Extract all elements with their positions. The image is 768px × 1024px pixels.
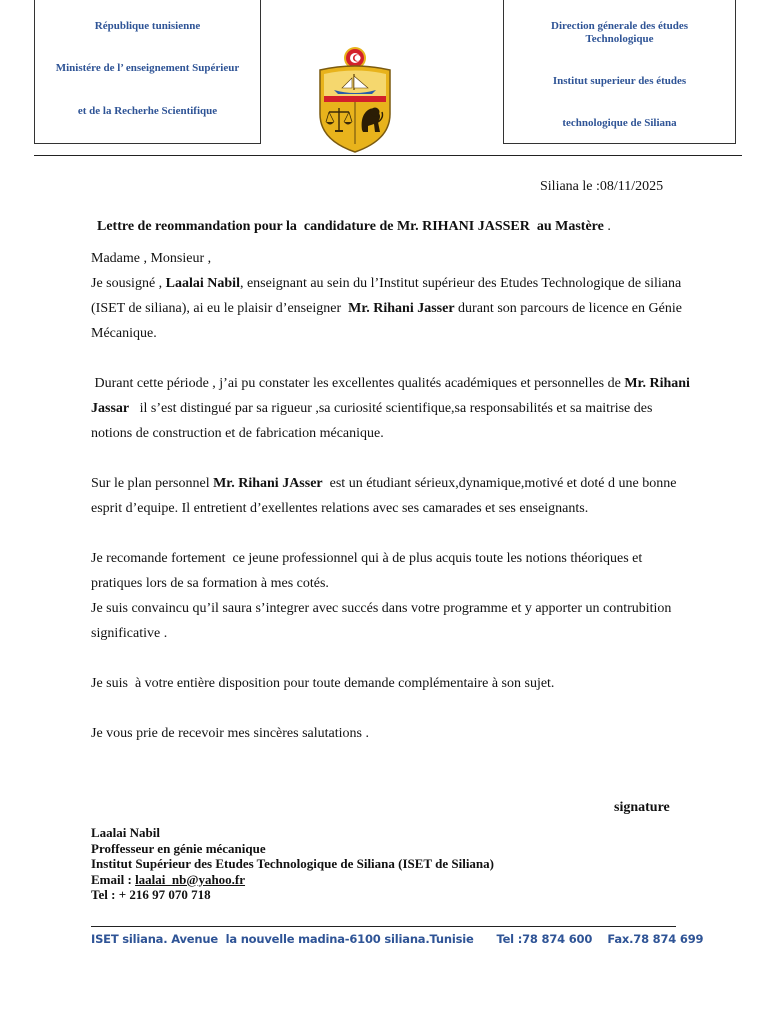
p3-text-c: est un étudiant sérieux,dynamique,motivé et doté d une bonne esprit d’equipe. Il entretient d’exellentes relations avec ses camarades et ses enseignants.: [91, 476, 680, 516]
subject-prefix: Lettre de reommandation pour la candidature de: [97, 219, 397, 234]
letter-date: Siliana le :08/11/2025: [540, 179, 664, 194]
letter-subject: [97, 219, 611, 235]
header-right-line-2: Institut superieur des études: [552, 75, 687, 87]
paragraph-intro: [91, 271, 691, 346]
header-right-line-1: Direction génerale des études Technologique: [551, 20, 688, 45]
p3-text-a: Sur le plan personnel: [91, 476, 214, 491]
p2-student-name: Mr. Rihani Jassar: [91, 376, 694, 416]
p1-teacher-name: Laalai Nabil: [165, 276, 240, 291]
p1-text-e: durant son parcours de licence en Génie Mécanique.: [91, 301, 686, 341]
signer-tel: Tel : + 216 97 070 718: [91, 887, 211, 902]
signer-institute: Institut Supérieur des Etudes Technologique de Siliana (ISET de Siliana): [91, 856, 494, 871]
p3-student-name: Mr. Rihani JAsser: [213, 476, 323, 491]
signer-title: Proffesseur en génie mécanique: [91, 840, 266, 856]
email-label: Email :: [91, 871, 136, 887]
subject-suffix: au Mastère: [529, 219, 604, 234]
p1-text-c: , enseignant au sein du l’Institut supérieur des Etudes Technologique de siliana (ISET de siliana), ai eu le plaisir d’enseigner: [91, 276, 685, 316]
header-divider: [34, 155, 742, 156]
email-link[interactable]: laalai_nb@yahoo.fr: [135, 871, 246, 887]
signer-name: Laalai Nabil: [91, 825, 160, 840]
signer-email-line: [91, 872, 494, 888]
p1-student-name: Mr. Rihani Jasser: [348, 301, 455, 316]
p2-text-a: Durant cette période , j’ai pu constater les excellentes qualités académiques et personnelles de: [91, 376, 625, 391]
p2-text-c: il s’est distingué par sa rigueur ,sa curiosité scientifique,sa responsabilités et sa maitrise des notions de construction et de fabrication mécanique.: [91, 401, 656, 441]
footer-address: ISET siliana. Avenue la nouvelle madina-6100 siliana.Tunisie Tel :78 874 600 Fax.78 874 699: [91, 932, 704, 946]
tunisia-coat-of-arms-icon: [312, 44, 398, 154]
paragraph-personal: [91, 471, 691, 521]
header-left-box: [34, 0, 261, 144]
subject-end: .: [603, 219, 611, 234]
paragraph-closing: Je vous prie de recevoir mes sincères salutations .: [91, 726, 369, 741]
subject-name: Mr. RIHANI JASSER: [396, 219, 530, 234]
letter-body: [91, 246, 694, 746]
paragraph-qualities: [91, 371, 694, 446]
p1-text-a: Je sousigné ,: [91, 276, 166, 291]
footer-divider: [91, 926, 676, 927]
paragraph-recommendation: Je recomande fortement ce jeune professionnel qui à de plus acquis toute les notions théoriques et pratiques lors de sa formation à mes cotés.: [91, 551, 646, 591]
header-right-box: [503, 0, 736, 144]
salutation: Madame , Monsieur ,: [91, 251, 212, 266]
header-left-line-1: République tunisienne: [94, 20, 201, 32]
signature-label: signature: [614, 800, 670, 815]
signer-block: [91, 825, 494, 903]
header-left-line-2: Ministére de l’ enseignement Supérieur: [55, 62, 240, 74]
header-left-line-3: et de la Recherhe Scientifique: [77, 105, 218, 117]
paragraph-conviction: Je suis convaincu qu’il saura s’integrer avec succés dans votre programme et y apporter un contrubition significative .: [91, 601, 675, 641]
paragraph-availability: Je suis à votre entière disposition pour toute demande complémentaire à son sujet.: [91, 676, 555, 691]
header-right-line-3: technologique de Siliana: [562, 117, 677, 129]
